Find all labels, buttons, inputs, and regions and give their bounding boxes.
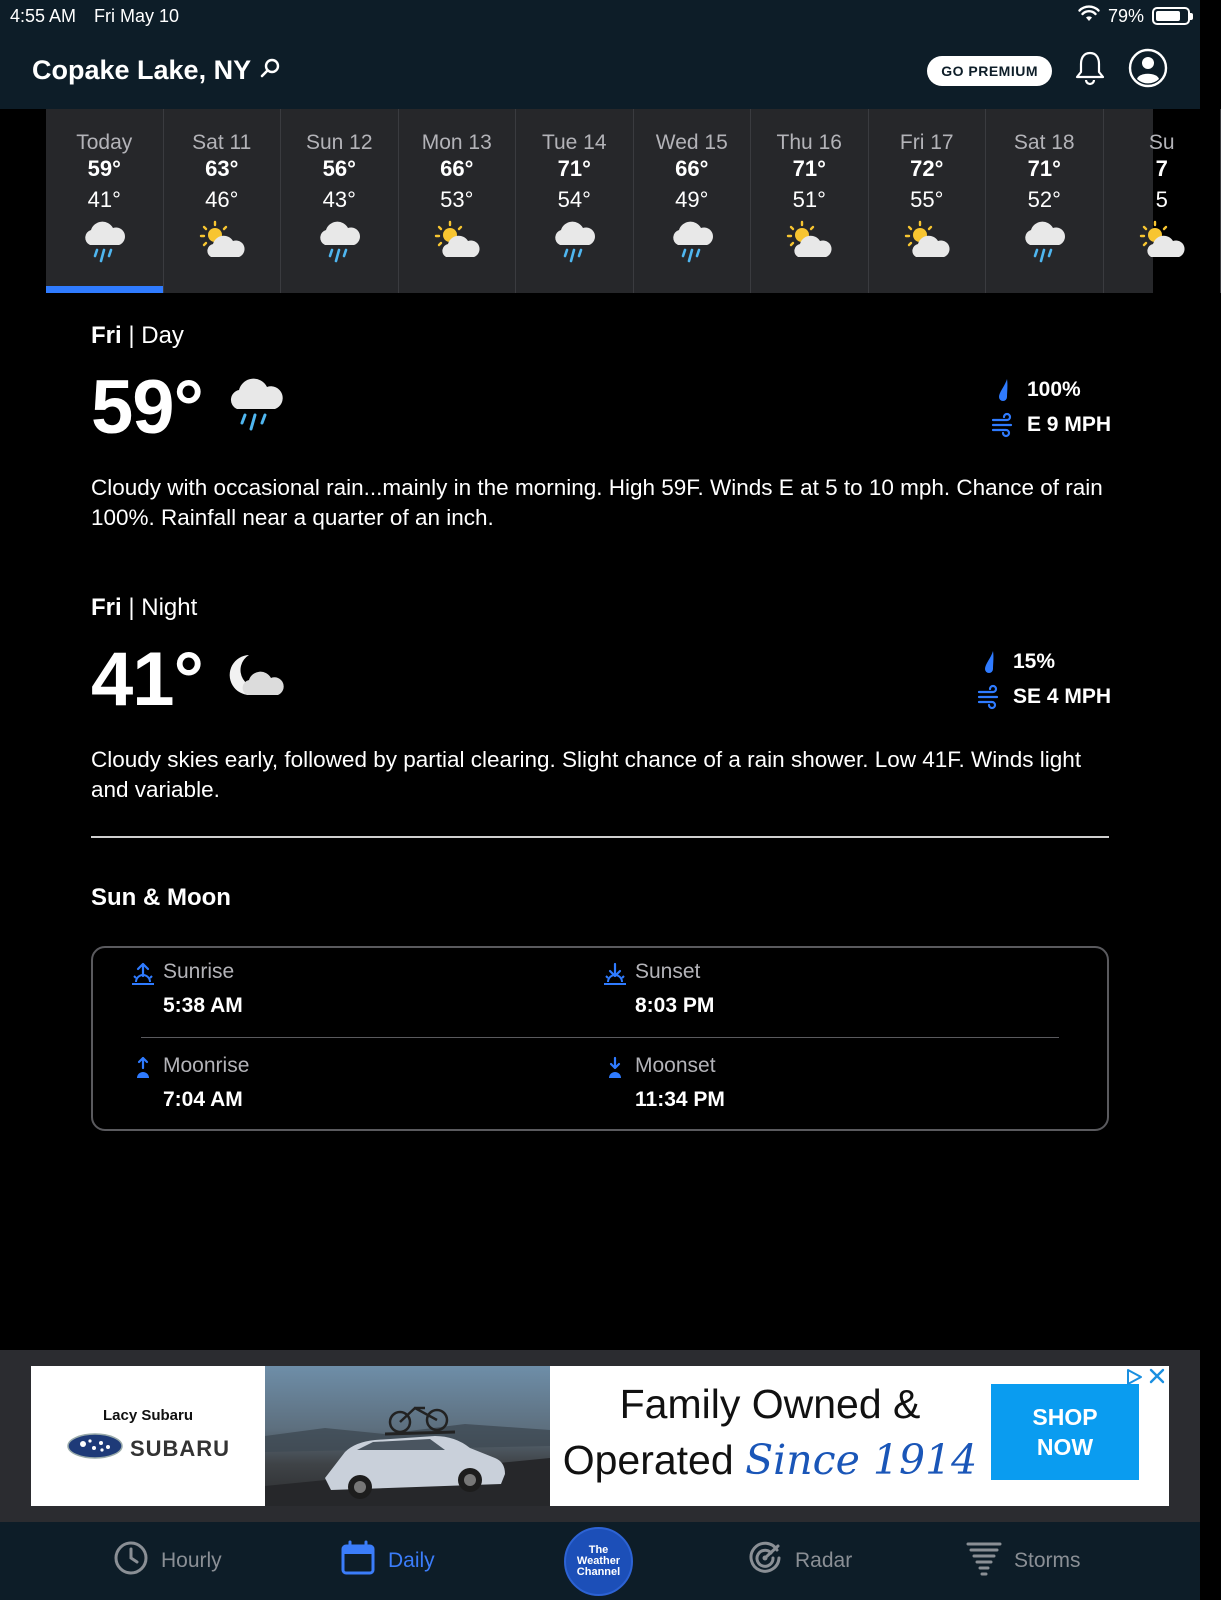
partly-cloudy-icon [1104,219,1221,265]
day-low: 49° [675,187,709,212]
ad-choices[interactable] [1125,1368,1165,1391]
day-name: Sun 12 [305,131,373,154]
day-name: Today [76,131,133,154]
day-temperature: 59° [91,365,203,450]
ad-slogan-line2-wrap [550,1432,990,1488]
daily-forecast-strip[interactable] [46,109,1175,293]
day-temp-row [91,364,1111,451]
day-name: Thu 16 [776,131,842,154]
moonrise-icon [131,1054,163,1112]
partly-cloudy-icon [869,219,986,265]
day-tab-0[interactable] [46,109,164,293]
partly-cloudy-icon [399,219,516,265]
close-icon[interactable] [1149,1368,1165,1391]
tab-hourly[interactable] [113,1522,222,1600]
moon-cloud-icon [223,651,287,708]
rain-cloud-icon [281,219,398,265]
logo-line3: Channel [576,1566,621,1578]
day-forecast-day: Fri [91,322,122,349]
shop-now-button[interactable] [991,1384,1139,1480]
night-precip-value: 15% [1012,649,1055,673]
ad-logo [66,1432,230,1466]
tab-daily-label: Daily [388,1549,435,1572]
day-forecast-period: | Day [128,322,184,349]
tab-storms-label: Storms [1014,1549,1081,1572]
moonrise-label: Moonrise [163,1054,250,1077]
moonrise-item [131,1054,249,1112]
day-forecast-title [91,322,1111,350]
logo-line2: Weather [576,1555,621,1567]
day-low: 46° [205,187,239,212]
tab-radar-label: Radar [795,1549,853,1572]
day-high: 63° [205,156,239,181]
tab-hourly-label: Hourly [161,1549,222,1572]
location-name: Copake Lake, NY [32,55,252,85]
day-tab-5[interactable] [634,109,752,293]
day-name: Wed 15 [655,131,728,154]
day-tab-9[interactable] [1104,109,1221,293]
battery-icon [1152,7,1190,25]
night-precip [977,644,1111,679]
ad-brand-name: SUBARU [129,1435,231,1461]
day-high: 59° [87,156,121,181]
day-high: 7 [1155,156,1168,181]
night-wind-value: SE 4 MPH [1012,684,1111,708]
day-name: Sat 18 [1013,131,1075,154]
ad-slogan [550,1366,990,1506]
day-precip [991,372,1111,407]
wifi-icon [1078,6,1100,27]
sunrise-label: Sunrise [163,960,235,983]
day-stats [991,372,1111,442]
day-description: Cloudy with occasional rain...mainly in the morning. High 59F. Winds E at 5 to 10 mph. Chance of rain 100%. Rainfall near a quarter of an inch. [91,475,1103,530]
sunset-time: 8:03 PM [635,994,715,1017]
day-tab-7[interactable] [869,109,987,293]
rain-cloud-icon [46,219,163,265]
account-icon[interactable] [1128,48,1168,93]
day-high: 71° [792,156,826,181]
day-name: Mon 13 [421,131,492,154]
rain-cloud-icon [223,375,287,440]
ad-brand [31,1366,265,1506]
sunrise-time: 5:38 AM [163,994,243,1017]
partly-cloudy-icon [164,219,281,265]
day-high: 71° [1027,156,1061,181]
sunrise-item [131,960,243,1018]
wind-icon [991,414,1015,436]
day-low: 55° [910,187,944,212]
ad-car-image [265,1366,550,1506]
day-high: 66° [675,156,709,181]
tab-storms[interactable] [966,1522,1081,1600]
day-tab-2[interactable] [281,109,399,293]
day-low: 5 [1155,187,1168,212]
moonset-label: Moonset [635,1054,716,1077]
night-forecast-title [91,594,1111,622]
sunrise-icon [131,960,163,1018]
clock-icon [113,1540,149,1582]
go-premium-button[interactable]: GO PREMIUM [927,56,1052,86]
battery-percent: 79% [1107,5,1144,26]
day-high: 66° [440,156,474,181]
raindrop-icon [991,378,1015,402]
partly-cloudy-icon [751,219,868,265]
day-tab-4[interactable] [516,109,634,293]
wind-icon [977,686,1001,708]
status-right [1078,6,1190,27]
day-tab-1[interactable] [164,109,282,293]
day-low: 54° [557,187,591,212]
calendar-icon [340,1540,376,1582]
moonrise-time: 7:04 AM [163,1088,243,1111]
tornado-icon [966,1539,1002,1583]
sunset-label: Sunset [635,960,701,983]
day-name: Su [1148,131,1175,154]
day-name: Sat 11 [192,131,252,154]
logo-line1: The [588,1544,609,1556]
night-stats [977,644,1111,714]
weather-channel-logo[interactable] [564,1527,633,1596]
day-precip-value: 100% [1026,377,1081,401]
day-tab-6[interactable] [751,109,869,293]
day-high: 71° [557,156,591,181]
section-divider [91,836,1109,838]
sun-moon-title: Sun & Moon [91,884,231,911]
subaru-logo-icon [66,1432,124,1466]
night-description: Cloudy skies early, followed by partial clearing. Slight chance of a rain shower. Low 41F. Winds light and variable. [91,747,1082,802]
tab-radar[interactable] [747,1522,852,1600]
day-tab-3[interactable] [399,109,517,293]
night-forecast-day: Fri [91,594,122,621]
ad-slogan-line2: Operated [562,1437,734,1483]
header-actions [927,48,1168,93]
status-bar [0,0,1200,32]
raindrop-icon [977,650,1001,674]
night-forecast-period: | Night [128,594,198,621]
day-low: 53° [440,187,474,212]
day-tab-8[interactable] [986,109,1104,293]
day-low: 51° [792,187,826,212]
app-header [0,32,1200,109]
radar-icon [747,1540,783,1582]
status-time: 4:55 AM [10,5,77,26]
day-low: 43° [322,187,356,212]
moonset-icon [603,1054,635,1112]
status-date: Fri May 10 [94,5,180,26]
sun-moon-card [91,946,1109,1131]
rain-cloud-icon [986,219,1103,265]
ad-banner[interactable] [31,1366,1169,1506]
night-forecast [91,594,1111,805]
shop-now-line1: SHOP [1032,1404,1098,1430]
day-high: 56° [322,156,356,181]
rain-cloud-icon [516,219,633,265]
bottom-tab-bar [0,1522,1200,1600]
ad-dealer-name: Lacy Subaru [102,1406,194,1424]
tab-daily[interactable] [340,1522,435,1600]
ad-choices-icon[interactable] [1125,1368,1143,1391]
night-wind [977,679,1111,714]
night-temperature: 41° [91,637,203,722]
ad-banner-area [0,1350,1200,1522]
day-forecast [91,322,1111,533]
bell-icon[interactable] [1074,50,1106,91]
sun-moon-separator [141,1037,1059,1038]
day-wind-value: E 9 MPH [1026,412,1111,436]
day-low: 52° [1027,187,1061,212]
night-temp-row [91,636,1111,723]
ad-since: Since 1914 [745,1436,978,1484]
day-low: 41° [87,187,121,212]
day-name: Fri 17 [899,131,954,154]
day-high: 72° [910,156,944,181]
sunset-item [603,960,714,1018]
location-selector[interactable] [32,55,281,86]
sunset-icon [603,960,635,1018]
moonset-time: 11:34 PM [635,1088,725,1111]
moonset-item [603,1054,725,1112]
day-name: Tue 14 [541,131,607,154]
search-icon[interactable] [259,55,281,86]
ad-slogan-line1: Family Owned & [619,1381,921,1427]
day-wind [991,407,1111,442]
shop-now-line2: NOW [1036,1434,1094,1460]
rain-cloud-icon [634,219,751,265]
